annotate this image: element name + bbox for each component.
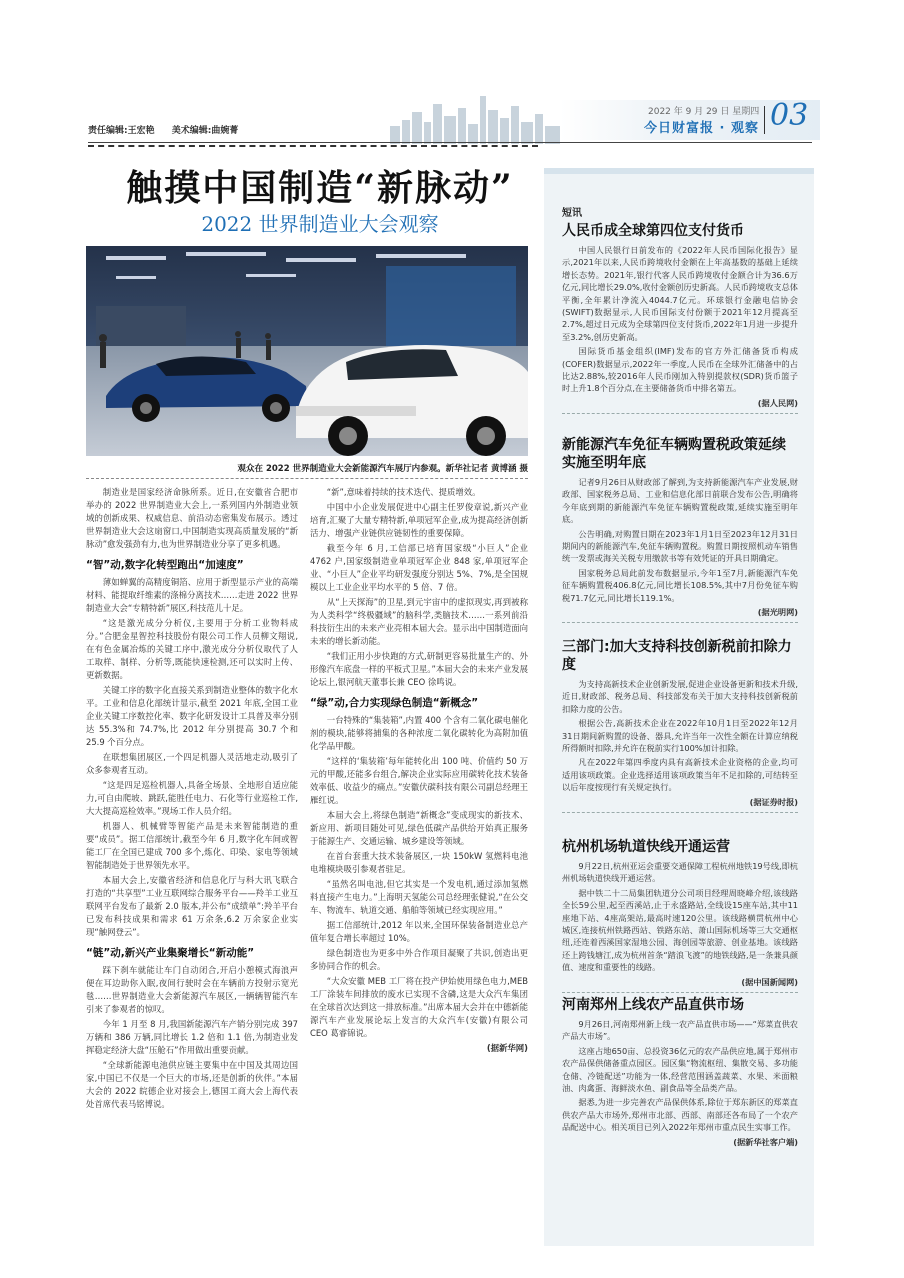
paragraph: 本届大会上,将绿色制造“新概念”变成现实的新技术、新应用、新项目随处可见,绿色低碳产品供给开始真正服务于能源生产、交通运输、城乡建设等领域。 — [310, 810, 528, 846]
paragraph: “我们正用小步快跑的方式,研制更容易批量生产的、外形像汽车底盘一样的平板式卫星。”本届大会的未来产业发展论坛上,银河航天董事长兼 CEO 徐鸣说。 — [310, 651, 528, 687]
section-heading-1: “智”动,数字化转型跑出“加速度” — [86, 559, 244, 571]
paragraph: 薄如蝉翼的高精度铜箔、应用于新型显示产业的高端材料、能提取纤维素的涤棉分离技术……走进 2022 世界制造业大会“专精特新”展区,科技范儿十足。 — [86, 577, 298, 613]
brief-item — [562, 222, 798, 414]
paragraph: “全球新能源电池供应链主要集中在中国及其周边国家,中国已不仅是一个巨大的市场,还是创新的伙伴。”本届大会的 2022 皖德企业对接会上,德国工商大会上海代表处首席代表马铭博说。 — [86, 1060, 298, 1109]
brief-source: (据光明网) — [757, 607, 798, 618]
brief-divider — [562, 413, 798, 414]
paragraph: 在联想集团展区,一个四足机器人灵活地走动,吸引了众多参观者互动。 — [86, 752, 298, 775]
paragraph: 据工信部统计,2012 年以来,全国环保装备制造业总产值年复合增长率超过 10%。 — [310, 920, 528, 943]
header-dash-rule — [88, 145, 538, 147]
paragraph: 一台特殊的“集装箱”,内置 400 个含有二氧化碳电催化剂的模块,能够将捕集的各种浓度二氧化碳转化为高附加值化学品甲酸。 — [310, 715, 528, 751]
article-source: (据新华网) — [486, 1043, 528, 1053]
editor-credits — [88, 123, 252, 136]
newspaper-brand: 今日财富报 · 观察 — [644, 121, 759, 136]
paragraph: 今年 1 月至 8 月,我国新能源汽车产销分别完成 397 万辆和 386 万辆,同比增长 1.2 倍和 1.1 倍,为制造业发挥稳定经济大盘“压舱石”作用做出重要贡献。 — [86, 1019, 298, 1055]
brief-item — [562, 638, 798, 813]
news-briefs-sidebar — [544, 168, 814, 1246]
photo-caption: 观众在 2022 世界制造业大会新能源汽车展厅内参观。新华社记者 黄博涵 摄 — [237, 464, 528, 474]
brief-paragraph: 9月26日,河南郑州新上线一农产品直供市场——“郑菜直供农产品大市场”。 — [562, 1019, 798, 1042]
brief-paragraph: 为支持高新技术企业创新发展,促进企业设备更新和技术升级,近日,财政部、税务总局、科技部发布关于加大支持科技创新税前扣除力度的公告。 — [562, 679, 798, 714]
caption-rule — [86, 478, 528, 479]
brief-source: (据中国新闻网) — [741, 976, 798, 987]
brief-paragraph: 中国人民银行日前发布的《2022年人民币国际化报告》显示,2021年以来,人民币跨境收付金额在上年高基数的基础上延续增长态势。2021年,银行代客人民币跨境收付金额合计为36.6万亿元,同比增长29.0%,收付金额创历史新高。人民币跨境收支总体平衡,全年累计净流入4044.7亿元。环球银行金融电信协会(SWIFT)数据显示,人民币国际支付份额于2021年12月提高至2.7%,超过日元成为全球第四位支付货币,2022年1月进一步提升至3.2%,创历史新高。 — [562, 245, 798, 342]
brief-paragraph: 国家税务总局此前发布数据显示,今年1至7月,新能源汽车免征车辆购置税406.8亿元,同比增长108.5%,其中7月份免征车购税71.7亿元,同比增长119.1%。 — [562, 567, 798, 603]
brief-paragraph: 据中铁二十二局集团轨道分公司项目经理周晓峰介绍,该线路全长59公里,起至西溪站,止于永盛路站,全线设15座车站,其中11座地下站、4座高架站,最高时速120公里。该线路横贯杭州中心城区,连接杭州铁路西站、铁路东站、萧山国际机场等三大交通枢纽,还连着西溪国家湿地公园、海创园等旅游、创业基地。该线路还上跨钱塘江,成为杭州首条“踏浪飞渡”的地铁线路,是一条兼具颜值、速度和重要性的线路。 — [562, 887, 798, 973]
brief-source: (据新华社客户端) — [733, 1136, 798, 1147]
paragraph: 从“上天探海”的卫星,到元宇宙中的虚拟现实,再到被称为人类科学“终极疆域”的脑科学,类脑技术……一系列前沿科技衍生出的未来产业亮相本届大会。显示出中国制造面向未来的增长新动能。 — [310, 597, 528, 646]
brief-divider — [562, 992, 798, 993]
paragraph: “这是激光成分分析仪,主要用于分析工业物料成分。”合肥金星智控科技股份有限公司工作人员柳文翔说,在有色金属冶炼的关键工序中,激光成分分析仪取代了人工取样、制样、分析等,既能快速检测,还可以实时上传、更新数据。 — [86, 618, 298, 680]
brief-title: 新能源汽车免征车辆购置税政策延续实施至明年底 — [562, 437, 786, 471]
header-rule — [88, 142, 812, 143]
brief-title: 杭州机场轨道快线开通运营 — [562, 839, 730, 855]
header-divider — [764, 106, 765, 134]
paragraph: “这样的‘集装箱’每年能转化出 100 吨、价值约 50 万元的甲酸,还能多台组合,解决企业实际应用碳转化技术装备效率低、收益少的痛点。”安徽伏碳科技有限公司副总经理王雁红说。 — [310, 756, 528, 805]
section-heading-3: “绿”动,合力实现绿色制造“新概念” — [310, 697, 479, 709]
brief-title: 人民币成全球第四位支付货币 — [562, 223, 744, 239]
article-column-right — [310, 486, 528, 1057]
brief-divider — [562, 622, 798, 623]
paragraph: 在首台套重大技术装备展区,一块 150kW 氢燃料电池电堆模块吸引参观者驻足。 — [310, 851, 528, 874]
brief-paragraph: 根据公告,高新技术企业在2022年10月1日至2022年12月31日期间新购置的设备、器具,允许当年一次性全额在计算应纳税所得额时扣除,并允许在税前实行100%加计扣除。 — [562, 718, 798, 754]
brief-paragraph: 据悉,为进一步完善农产品保供体系,除位于郑东新区的郑菜直供农产品大市场外,郑州市北部、西部、南部还各布局了一个农产品配送中心。相关项目已列入2022年郑州市重点民生实事工作。 — [562, 1097, 798, 1133]
article-photo — [86, 246, 528, 456]
intro-paragraph: 制造业是国家经济命脉所系。近日,在安徽省合肥市举办的 2022 世界制造业大会上,一系列国内外制造业领域的创新成果、权威信息、前沿动态密集发布展示。透过世界制造业大会这扇窗口,中国制造实现高质量发展的“新脉动”愈发强劲有力,也为世界制造业分享了更多机遇。 — [86, 487, 298, 549]
page-header-right — [560, 100, 820, 140]
brief-paragraph: 凡在2022年第四季度内具有高新技术企业资格的企业,均可适用该项政策。企业选择适用该项政策当年不足扣除的,可结转至以后年度按现行有关规定执行。 — [562, 757, 798, 793]
brief-paragraph: 国际货币基金组织(IMF)发布的官方外汇储备货币构成(COFER)数据显示,2022年一季度,人民币在全球外汇储备中的占比达2.88%,较2016年人民币刚加入特别提款权(SDR)货币篮子时上升1.8个百分点,在主要储备货币中排名第五。 — [562, 346, 798, 394]
skyline-graphic — [390, 92, 560, 144]
paragraph: 绿色制造也为更多中外合作项目凝聚了共识,创造出更多协同合作的机会。 — [310, 948, 528, 971]
brief-item — [562, 436, 798, 623]
article-column-left — [86, 486, 298, 1113]
brief-source: (据人民网) — [757, 397, 798, 408]
paragraph: 本届大会上,安徽省经济和信息化厅与科大讯飞联合打造的“共享型”工业互联网综合服务平台——羚羊工业互联网平台发布了最新 2.0 版本,并公布“成绩单”:羚羊平台已发布科技成果和需求 61 万余条,6.2 万余家企业实现“触网登云”。 — [86, 875, 298, 937]
brief-paragraph: 公告明确,对购置日期在2023年1月1日至2023年12月31日期间内的新能源汽车,免征车辆购置税。购置日期按照机动车销售统一发票或海关关税专用缴款书等有效凭证的开具日期确定。 — [562, 528, 798, 564]
section-heading-2: “链”动,新兴产业集聚增长“新动能” — [86, 947, 255, 959]
paragraph: 截至今年 6 月,工信部已培育国家级“小巨人”企业 4762 户,国家级制造业单项冠军企业 848 家,单项冠军企业、“小巨人”企业平均研发强度分别达 5%、7%,是全国规模以上工业企业平均水平的 5 倍、7 倍。 — [310, 543, 528, 592]
paragraph: “虽然名叫电池,但它其实是一个发电机,通过添加氢燃料直接产生电力。”上海明天氢能公司总经理张健说,“在公交车、物流车、轨道交通、船舶等领域已经实现应用。” — [310, 879, 528, 915]
article-subtitle: 2022 世界制造业大会观察 — [201, 212, 439, 236]
brief-title: 三部门:加大支持科技创新税前扣除力度 — [562, 639, 792, 673]
brief-title: 河南郑州上线农产品直供市场 — [562, 997, 744, 1013]
paragraph: “这是四足巡检机器人,具备全场景、全地形自适应能力,可自由爬坡、跳跃,能胜任电力、石化等行业巡检工作,大大提高巡检效率。”现场工作人员介绍。 — [86, 780, 298, 816]
brief-item — [562, 996, 798, 1150]
paragraph: “新”,意味着持续的技术迭代、提质增效。 — [326, 487, 481, 497]
brief-item — [562, 838, 798, 993]
brief-source: (据证券时报) — [749, 796, 798, 807]
paragraph: 踩下刹车就能让车门自动闭合,开启小憩模式海浪声便在耳边助你入眠,夜间行驶时会在车辆前方投射示宽光毯……世界制造业大会新能源汽车展区,一辆辆智能汽车引来了参观者的惊叹。 — [86, 965, 298, 1014]
brief-paragraph: 记者9月26日从财政部了解到,为支持新能源汽车产业发展,财政部、国家税务总局、工业和信息化部日前联合发布公告,明确将今年底到期的新能源汽车免征车辆购置税政策,延续实施至明年底。 — [562, 477, 798, 525]
paragraph: 中国中小企业发展促进中心副主任罗俊章说,新兴产业培育,汇聚了大量专精特新,单项冠军企业,成为提高经济创新活力、增强产业链供应链韧性的重要保障。 — [310, 502, 528, 538]
sidebar-tag: 短讯 — [562, 208, 582, 219]
issue-date: 2022 年 9 月 29 日 星期四 — [648, 107, 760, 117]
paragraph: 机器人、机械臂等智能产品是未来智能制造的重要“成员”。据工信部统计,截至今年 6 月,数字化车间或智能工厂在全国已建成 700 多个,炼化、印染、家电等领域智能制造处于世界领先水平。 — [86, 821, 298, 870]
editor-label: 责任编辑:王宏艳 — [88, 126, 155, 136]
paragraph: “大众安徽 MEB 工厂将在投产伊始使用绿色电力,MEB 工厂涂装车间排放的废水已实现不含磷,这是大众汽车集团在全球首次达到这一排放标准。”出席本届大会并在中德新能源汽车产业发展论坛上发言的大众汽车(安徽)有限公司 CEO 葛睿锦说。 — [310, 976, 528, 1038]
brief-paragraph: 9月22日,杭州亚运会重要交通保障工程杭州地铁19号线,即杭州机场轨道快线开通运营。 — [562, 861, 798, 884]
article-title: 触摸中国制造“新脉动” — [126, 167, 514, 209]
brief-divider — [562, 812, 798, 813]
brief-paragraph: 这座占地650亩、总投资36亿元的农产品供应地,属于郑州市农产品保供储备重点园区。园区集“物流枢纽、集散交易、多功能仓储、冷链配送”功能为一体,经营范围涵盖蔬菜、水果、米面粮油、肉禽蛋、海鲜淡水鱼、副食品等全品类产品。 — [562, 1045, 798, 1094]
paragraph: 关键工序的数字化直接关系到制造业整体的数字化水平。工业和信息化部统计显示,截至 2021 年底,全国工业企业关键工序数控化率、数字化研发设计工具普及率分别达 55.3%和 74.7%,比 2012 年分别提高 30.7 个和 25.9 个百分点。 — [86, 685, 298, 747]
page-number: 03 — [770, 98, 809, 133]
car-exhibition-illustration — [86, 246, 528, 456]
art-editor-label: 美术编辑:曲婉菁 — [171, 126, 239, 136]
